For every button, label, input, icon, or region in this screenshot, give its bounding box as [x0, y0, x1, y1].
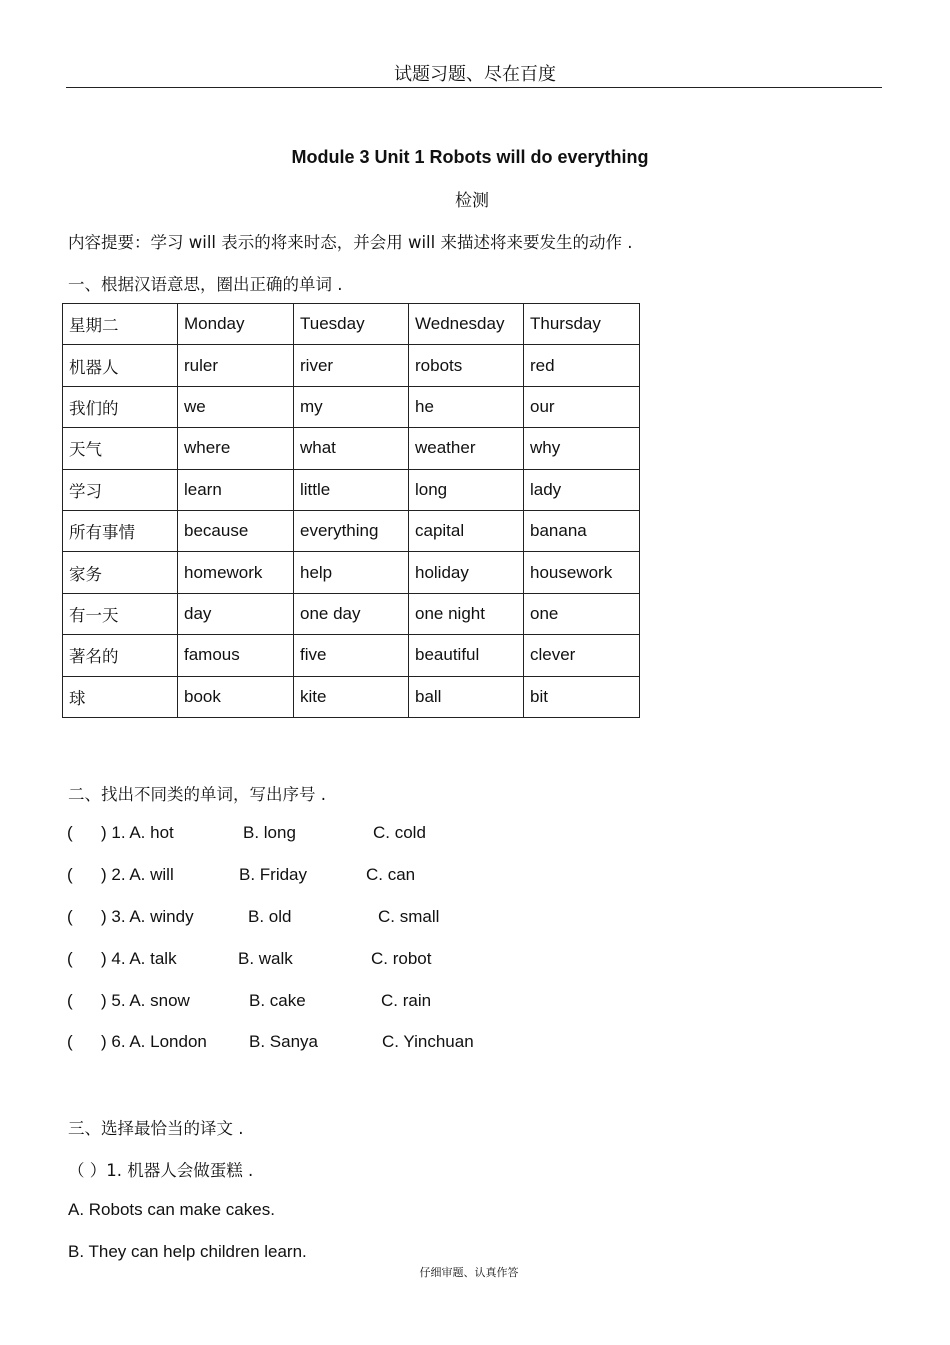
word-option-cell[interactable]: my — [294, 386, 409, 427]
word-option-cell[interactable]: beautiful — [409, 635, 524, 676]
chinese-meaning-cell: 有一天 — [63, 593, 178, 634]
question-option-a: ) 3. A. windy — [101, 907, 194, 926]
document-subtitle: 检测 — [455, 191, 489, 211]
question-option-c: C. robot — [371, 949, 432, 968]
section1-heading: 一、根据汉语意思，圈出正确的单词 . — [68, 275, 343, 294]
chinese-meaning-cell: 球 — [63, 676, 178, 717]
chinese-meaning-cell: 天气 — [63, 428, 178, 469]
word-option-cell[interactable]: why — [524, 428, 640, 469]
word-option-cell[interactable]: long — [409, 469, 524, 510]
question-option-c: C. can — [366, 865, 416, 884]
page-footer: 仔细审题、认真作答 — [419, 1266, 519, 1279]
table-row — [63, 304, 640, 345]
answer-blank[interactable]: ( — [67, 949, 73, 968]
question-option-a: ) 1. A. hot — [101, 823, 174, 842]
word-option-cell[interactable]: one day — [294, 593, 409, 634]
question-option-b: B. long — [243, 823, 296, 842]
section2-heading: 二、找出不同类的单词，写出序号 . — [68, 785, 326, 804]
word-option-cell[interactable]: little — [294, 469, 409, 510]
header-divider — [66, 87, 882, 88]
table-row — [63, 345, 640, 386]
answer-blank[interactable]: ( — [67, 865, 73, 884]
word-option-cell[interactable]: robots — [409, 345, 524, 386]
question-option-b: B. old — [248, 907, 292, 926]
word-option-cell[interactable]: one night — [409, 593, 524, 634]
answer-blank[interactable]: ( — [67, 823, 73, 842]
table-row — [63, 635, 640, 676]
word-option-cell[interactable]: learn — [178, 469, 294, 510]
vocabulary-table — [62, 303, 640, 718]
word-option-cell[interactable]: lady — [524, 469, 640, 510]
question-option-c: C. cold — [373, 823, 426, 842]
word-option-cell[interactable]: because — [178, 510, 294, 551]
question-option-c: C. small — [378, 907, 440, 926]
word-option-cell[interactable]: ball — [409, 676, 524, 717]
word-option-cell[interactable]: river — [294, 345, 409, 386]
chinese-meaning-cell: 家务 — [63, 552, 178, 593]
table-row — [63, 386, 640, 427]
word-option-cell[interactable]: everything — [294, 510, 409, 551]
question-option-a: ) 4. A. talk — [101, 949, 177, 968]
word-option-cell[interactable]: holiday — [409, 552, 524, 593]
chinese-meaning-cell: 机器人 — [63, 345, 178, 386]
translation-option-b: B. They can help children learn. — [68, 1242, 307, 1261]
word-option-cell[interactable]: banana — [524, 510, 640, 551]
word-option-cell[interactable]: bit — [524, 676, 640, 717]
answer-blank[interactable]: ( — [67, 907, 73, 926]
word-option-cell[interactable]: our — [524, 386, 640, 427]
word-option-cell[interactable]: Monday — [178, 304, 294, 345]
word-option-cell[interactable]: day — [178, 593, 294, 634]
question-option-b: B. Friday — [239, 865, 308, 884]
translation-question-1: （ ）1. 机器人会做蛋糕 . — [68, 1161, 254, 1180]
word-option-cell[interactable]: five — [294, 635, 409, 676]
table-row — [63, 552, 640, 593]
word-option-cell[interactable]: ruler — [178, 345, 294, 386]
word-option-cell[interactable]: what — [294, 428, 409, 469]
word-option-cell[interactable]: Thursday — [524, 304, 640, 345]
section3-heading: 三、选择最恰当的译文 . — [68, 1119, 244, 1138]
table-row — [63, 510, 640, 551]
word-option-cell[interactable]: famous — [178, 635, 294, 676]
table-row — [63, 428, 640, 469]
word-option-cell[interactable]: book — [178, 676, 294, 717]
content-summary: 内容提要：学习 will 表示的将来时态，并会用 will 来描述将来要发生的动作 . — [68, 233, 633, 252]
question-option-a: ) 6. A. London — [101, 1032, 207, 1051]
word-option-cell[interactable]: where — [178, 428, 294, 469]
question-option-c: C. rain — [381, 991, 432, 1010]
question-option-b: B. Sanya — [249, 1032, 318, 1051]
chinese-meaning-cell: 所有事情 — [63, 510, 178, 551]
question-option-a: ) 5. A. snow — [101, 991, 190, 1010]
chinese-meaning-cell: 著名的 — [63, 635, 178, 676]
word-option-cell[interactable]: help — [294, 552, 409, 593]
question-option-c: C. Yinchuan — [382, 1032, 474, 1051]
word-option-cell[interactable]: clever — [524, 635, 640, 676]
word-option-cell[interactable]: he — [409, 386, 524, 427]
word-option-cell[interactable]: kite — [294, 676, 409, 717]
word-option-cell[interactable]: Wednesday — [409, 304, 524, 345]
word-option-cell[interactable]: one — [524, 593, 640, 634]
question-option-b: B. walk — [238, 949, 293, 968]
chinese-meaning-cell: 学习 — [63, 469, 178, 510]
table-row — [63, 469, 640, 510]
document-title: Module 3 Unit 1 Robots will do everything — [291, 147, 649, 167]
word-option-cell[interactable]: weather — [409, 428, 524, 469]
chinese-meaning-cell: 我们的 — [63, 386, 178, 427]
answer-blank[interactable]: ( — [67, 1032, 73, 1051]
word-option-cell[interactable]: we — [178, 386, 294, 427]
page-header: 试题习题、尽在百度 — [394, 64, 556, 85]
question-option-b: B. cake — [249, 991, 306, 1010]
word-option-cell[interactable]: housework — [524, 552, 640, 593]
word-option-cell[interactable]: capital — [409, 510, 524, 551]
table-row — [63, 593, 640, 634]
word-option-cell[interactable]: Tuesday — [294, 304, 409, 345]
table-row — [63, 676, 640, 717]
word-option-cell[interactable]: red — [524, 345, 640, 386]
chinese-meaning-cell: 星期二 — [63, 304, 178, 345]
translation-option-a: A. Robots can make cakes. — [68, 1200, 275, 1219]
answer-blank[interactable]: ( — [67, 991, 73, 1010]
question-option-a: ) 2. A. will — [101, 865, 174, 884]
word-option-cell[interactable]: homework — [178, 552, 294, 593]
